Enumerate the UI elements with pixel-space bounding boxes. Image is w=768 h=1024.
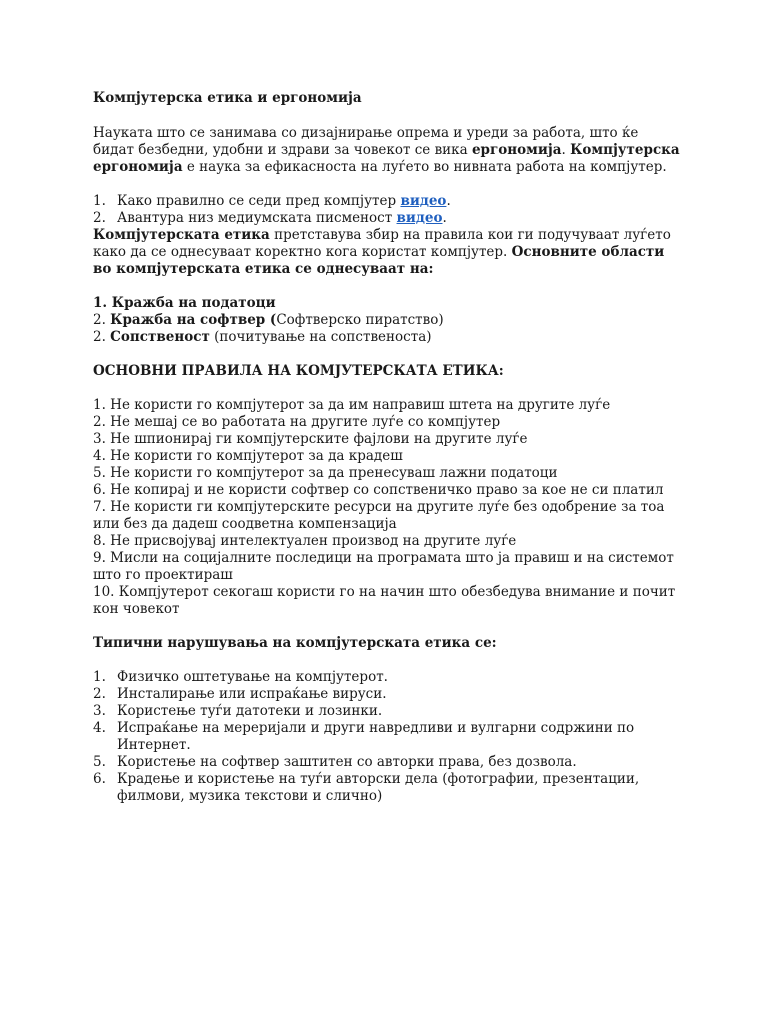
ethics-text: претставува збир на правила кои ги подучуваат луѓето како да се однесуваат коректно кога користат компјутер. [93, 227, 671, 260]
list-item [93, 669, 683, 686]
violations-list [93, 669, 683, 805]
list-item-text: Испраќање на мерeријали и други навредливи и вулгарни содржини по Интернет. [117, 720, 635, 753]
rule-item: 1. Не користи го компјутерот за да им направиш штета на другите луѓе [93, 397, 611, 413]
intro-text-3: е наука за ефикасноста на луѓето во нивната работа на компјутер. [182, 159, 667, 175]
list-item [93, 686, 683, 703]
area-rest: (почитување на сопственоста) [209, 329, 432, 345]
rules-heading: ОСНОВНИ ПРАВИЛА НА КОМЈУТЕРСКАТА ЕТИКА: [93, 363, 504, 379]
list-item [93, 771, 683, 805]
list-item [93, 295, 683, 312]
intro-term-ergonomics: ергономија [471, 142, 562, 158]
list-number: 5. [93, 754, 106, 770]
list-item-text: Инсталирање или испраќање вируси. [117, 686, 387, 702]
list-number: 3. [93, 703, 106, 719]
list-item-after: . [442, 210, 447, 226]
video-link-1[interactable]: видео [400, 193, 447, 209]
video-link-2[interactable]: видео [396, 210, 443, 226]
areas-list [93, 295, 683, 346]
ethics-areas-intro: Основните области во компјутерската етика се однесуваат на: [93, 244, 665, 277]
area-bold: Кражба на софтвер ( [110, 312, 277, 328]
list-item [93, 329, 683, 346]
area-bold: Сопственост [110, 329, 210, 345]
document-title: Компјутерска етика и ергономија [93, 90, 362, 106]
list-item-text: Како правилно се седи пред компјутер [117, 193, 401, 209]
area-number: 2. [93, 329, 111, 345]
area-rest: Софтверско пиратство) [276, 312, 444, 328]
list-number: 1. [93, 193, 106, 209]
list-item-after: . [446, 193, 451, 209]
list-item [93, 754, 683, 771]
rule-item: 10. Компјутерот секогаш користи го на начин што обезбедува внимание и почит кон човекот [93, 584, 676, 617]
list-item [93, 720, 683, 754]
list-item [93, 312, 683, 329]
list-number: 2. [93, 210, 106, 226]
rule-item: 7. Не користи ги компјутерските ресурси на другите луѓе без одобрение за тоа или без да дадеш соодветна компензација [93, 499, 665, 532]
violations-heading: Типични нарушувања на компјутерската етика се: [93, 635, 497, 651]
list-number: 6. [93, 771, 106, 787]
list-item-text: Користење на софтвер заштитен со авторки права, без дозвола. [117, 754, 577, 770]
rule-item: 4. Не користи го компјутерот за да крадеш [93, 448, 403, 464]
rules-list [93, 397, 683, 618]
intro-paragraph [93, 125, 683, 176]
video-list [93, 193, 683, 227]
area-bold: Кражба на податоци [111, 295, 276, 311]
rule-item: 5. Не користи го компјутерот за да пренесуваш лажни податоци [93, 465, 558, 481]
intro-text-2: . [561, 142, 571, 158]
intro-text-1: Науката што се занимава со дизајнирање опрема и уреди за работа, што ќе бидат безбедни, удобни и здрави за човекот се вика [93, 125, 639, 158]
list-item [93, 210, 683, 227]
list-item-text: Авантура низ медиумската писменост [117, 210, 397, 226]
rule-item: 9. Мисли на социјалните последици на програмата што ја правиш и на системот што го проектираш [93, 550, 674, 583]
area-number: 2. [93, 312, 111, 328]
rule-item: 2. Не мешај се во работата на другите луѓе со компјутер [93, 414, 501, 430]
document-content [93, 90, 683, 805]
area-number: 1. [93, 295, 112, 311]
rule-item: 8. Не присвојувај интелектуален производ на другите луѓе [93, 533, 517, 549]
list-item [93, 193, 683, 210]
list-number: 4. [93, 720, 106, 736]
list-item-text: Физичко оштетување на компјутерот. [117, 669, 388, 685]
intro-term-computer-ergonomics: Компјутерска ергономија [93, 142, 680, 175]
list-item-text: Користење туѓи датотеки и лозинки. [117, 703, 383, 719]
rule-item: 3. Не шпионирај ги компјутерските фајлови на другите луѓе [93, 431, 528, 447]
list-number: 1. [93, 669, 106, 685]
ethics-paragraph [93, 227, 683, 278]
ethics-term: Компјутерската етика [93, 227, 270, 243]
list-item [93, 703, 683, 720]
list-item-text: Крадење и користење на туѓи авторски дела (фотографии, презентации, филмови, музика текстови и слично) [117, 771, 640, 804]
rule-item: 6. Не копирај и не користи софтвер со сопственичко право за кое не си платил [93, 482, 664, 498]
list-number: 2. [93, 686, 106, 702]
